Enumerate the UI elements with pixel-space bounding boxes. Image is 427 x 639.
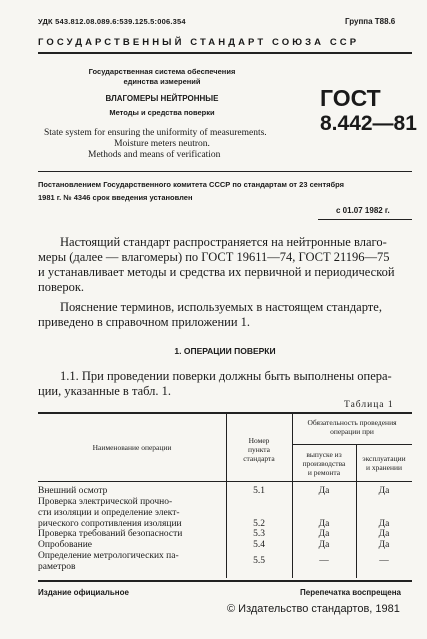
- table-row-5-operation: —: [379, 556, 389, 566]
- table-row-1-operation: Да: [378, 486, 390, 496]
- col-header-num-3: стандарта: [243, 454, 275, 463]
- paragraph-2-line-1: Пояснение терминов, используемых в настоящем стандарте,: [60, 300, 382, 314]
- paragraph-3-line-1: 1.1. При проведении поверки должны быть выполнены опера-: [60, 369, 392, 383]
- table-row-1-release: Да: [318, 486, 330, 496]
- table-col-rule-2-ext: [292, 542, 293, 578]
- col-header-release-1: выпуске из: [306, 450, 342, 459]
- col-header-oblig-2: операции при: [330, 427, 374, 436]
- date-underline: [318, 219, 412, 220]
- english-title-line-1: State system for ensuring the uniformity of measurements.: [44, 128, 267, 138]
- banner-rule: [38, 52, 412, 54]
- decree-line-1: Постановлением Государственного комитета СССР по стандартам от 23 сентября: [38, 180, 345, 189]
- table-row-1-name: Внешний осмотр: [38, 486, 108, 496]
- copyright: © Издательство стандартов, 1981: [227, 603, 400, 615]
- paragraph-3-line-2: ции, указанные в табл. 1.: [38, 384, 172, 398]
- table-subheader-rule: [292, 444, 412, 445]
- table-row-2-num: 5.2: [253, 519, 265, 529]
- standard-title: ВЛАГОМЕРЫ НЕЙТРОННЫЕ: [105, 94, 219, 103]
- table-col-rule-1-ext: [226, 542, 227, 578]
- table-row-2-name-2: сти изоляции и определение элект-: [38, 508, 180, 518]
- paragraph-1-line-3: и устанавливает методы и средства их первичной и периодической: [38, 265, 395, 279]
- col-header-num-2: пункта: [247, 445, 271, 454]
- table-top-rule: [38, 412, 412, 414]
- table-row-4-release: Да: [318, 540, 330, 550]
- table-row-2-operation: Да: [378, 519, 390, 529]
- table-row-4-name: Опробование: [38, 540, 92, 550]
- table-row-5-name-1: Определение метрологических па-: [38, 551, 179, 561]
- table-row-2-name-1: Проверка электрической прочно-: [38, 497, 173, 507]
- decree-line-2: 1981 г. № 4346 срок введения установлен: [38, 193, 193, 202]
- system-line-1: Государственная система обеспечения: [88, 67, 236, 76]
- table-row-2-name-3: рического сопротивления изоляции: [38, 519, 182, 529]
- reprint-note: Перепечатка воспрещена: [300, 588, 401, 597]
- col-header-oblig-1: Обязательность проведения: [307, 418, 397, 427]
- table-row-5-name-2: раметров: [38, 562, 76, 572]
- effective-date: с 01.07 1982 г.: [336, 206, 390, 215]
- paragraph-1-line-2: меры (далее — влагомеры) по ГОСТ 19611—74, ГОСТ 21196—75: [38, 250, 390, 264]
- paragraph-1-line-1: Настоящий стандарт распространяется на нейтронные влаго-: [60, 235, 387, 249]
- table-row-1-num: 5.1: [253, 486, 265, 496]
- banner-title: ГОСУДАРСТВЕННЫЙ СТАНДАРТ СОЮЗА ССР: [38, 37, 360, 48]
- col-header-release-3: и ремонта: [307, 468, 341, 477]
- paragraph-2-line-2: приведено в справочном приложении 1.: [38, 315, 251, 329]
- gost-number: 8.442—81: [320, 112, 417, 135]
- table-row-3-release: Да: [318, 529, 330, 539]
- footer-rule: [38, 580, 412, 582]
- table-row-3-num: 5.3: [253, 529, 265, 539]
- col-header-name: Наименование операции: [92, 443, 172, 452]
- english-title-line-3: Methods and means of verification: [88, 150, 221, 160]
- udk-code: УДК 543.812.08.089.6:539.125.5:006.354: [38, 17, 186, 26]
- gost-label: ГОСТ: [320, 85, 381, 111]
- edition-note: Издание официальное: [38, 588, 129, 597]
- col-header-operation-2: и хранении: [365, 463, 403, 472]
- col-header-release-2: производства: [302, 459, 346, 468]
- table-row-5-release: —: [319, 556, 329, 566]
- paragraph-1-line-4: поверок.: [38, 280, 85, 294]
- table-row-4-operation: Да: [378, 540, 390, 550]
- standard-subtitle: Методы и средства поверки: [109, 108, 215, 117]
- system-line-2: единства измерений: [123, 77, 201, 86]
- operations-table: [38, 412, 412, 542]
- section-heading: 1. ОПЕРАЦИИ ПОВЕРКИ: [174, 346, 276, 356]
- table-row-3-operation: Да: [378, 529, 390, 539]
- group-code: Группа Т88.6: [345, 17, 396, 26]
- table-row-3-name: Проверка требований безопасности: [38, 529, 183, 539]
- table-row-4-num: 5.4: [253, 540, 265, 550]
- table-col-rule-3-ext: [356, 542, 357, 578]
- table-row-5-num: 5.5: [253, 556, 265, 566]
- col-header-num-1: Номер: [248, 436, 270, 445]
- english-title-line-2: Moisture meters neutron.: [114, 139, 210, 149]
- col-header-operation-1: эксплуатации: [362, 454, 406, 463]
- title-rule: [38, 171, 412, 172]
- table-row-2-release: Да: [318, 519, 330, 529]
- table-caption: Таблица 1: [344, 400, 394, 410]
